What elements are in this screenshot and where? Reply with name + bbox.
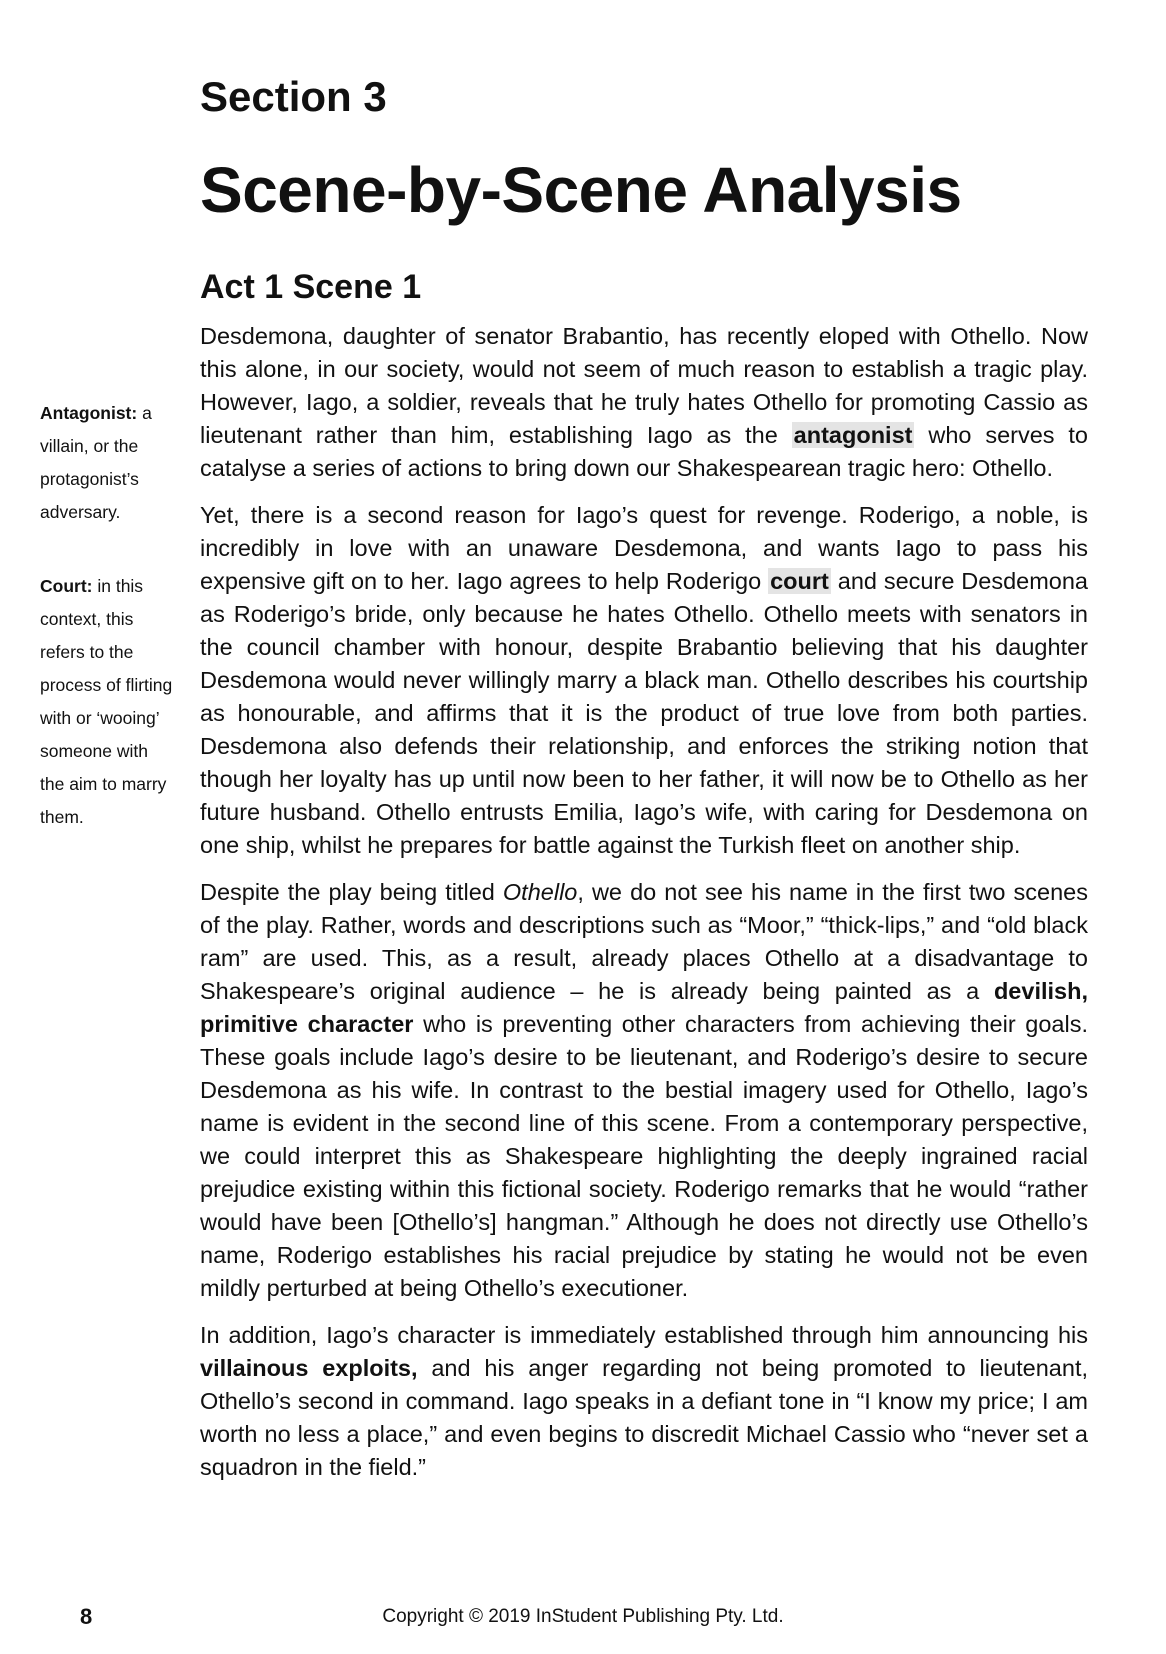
emphasis-text: devilish, primitive character [200, 978, 1088, 1037]
margin-note-court [40, 570, 175, 834]
emphasis-text: villainous exploits, [200, 1355, 418, 1381]
paragraph-1 [200, 320, 1088, 485]
copyright-notice: Copyright © 2019 InStudent Publishing Pty. Ltd. [382, 1606, 784, 1627]
text-run: and secure Desdemona as Roderigo’s bride, only because he hates Othello. Othello meets with senators in the council chamber with honour, despite Brabantio believing that his daughter Desdemona would never willingly marry a black man. Othello describes his courtship as honourable, and affirms that it is the product of true love from both parties. Desdemona also defends their relationship, and enforces the striking notion that though her loyalty has up until now been to her father, it will now be to Othello as her future husband. Othello entrusts Emilia, Iago’s wife, with caring for Desdemona on one ship, whilst he prepares for battle against the Turkish fleet on another ship. [200, 568, 1088, 858]
margin-note-definition: a villain, or the protagonist’s adversary. [40, 403, 152, 522]
margin-note-definition: in this context, this refers to the process of flirting with or ‘wooing’ someone with the aim to marry them. [40, 576, 173, 827]
text-run: In addition, Iago’s character is immediately established through him announcing his [200, 1322, 1088, 1348]
margin-note-antagonist [40, 397, 175, 529]
paragraph-2 [200, 499, 1088, 862]
text-run: Despite the play being titled [200, 879, 503, 905]
text-run: who serves to catalyse a series of actions to bring down our Shakespearean tragic hero: Othello. [200, 422, 1088, 481]
play-title: Othello [502, 879, 578, 905]
glossary-term-antagonist: antagonist [793, 422, 913, 448]
page-title: Scene-by-Scene Analysis [200, 154, 962, 226]
text-run: who is preventing other characters from achieving their goals. These goals include Iago’s desire to be lieutenant, and Roderigo’s desire to secure Desdemona as his wife. In contrast to the bestial imagery used for Othello, Iago’s name is evident in the second line of this scene. From a contemporary perspective, we could interpret this as Shakespeare highlighting the deeply ingrained racial prejudice existing within this fictional society. Roderigo remarks that he would “rather would have been [Othello’s] hangman.” Although he does not directly use Othello’s name, Roderigo establishes his racial prejudice by stating he would not be even mildly perturbed at being Othello’s executioner. [200, 1011, 1089, 1301]
body-text [200, 320, 1088, 1498]
scene-heading: Act 1 Scene 1 [200, 268, 422, 306]
glossary-term-court: court [770, 568, 829, 594]
text-run: and his anger regarding not being promoted to lieutenant, Othello’s second in command. Iago speaks in a defiant tone in “I know my price; I am worth no less a place,” and even begins to discredit Michael Cassio who “never set a squadron in the field.” [200, 1355, 1089, 1480]
paragraph-3 [200, 876, 1088, 1305]
section-label: Section 3 [200, 73, 387, 120]
paragraph-4 [200, 1319, 1088, 1484]
text-run: , we do not see his name in the first two scenes of the play. Rather, words and descriptions such as “Moor,” “thick-lips,” and “old black ram” are used. This, as a result, already places Othello at a disadvantage to Shakespeare’s original audience – he is already being painted as a [200, 879, 1088, 1004]
text-run: Yet, there is a second reason for Iago’s quest for revenge. Roderigo, a noble, is incredibly in love with an unaware Desdemona, and wants Iago to pass his expensive gift on to her. Iago agrees to help Roderigo [200, 502, 1088, 594]
margin-note-term: Court: [40, 576, 93, 596]
page-number: 8 [80, 1604, 93, 1629]
margin-note-term: Antagonist: [40, 403, 138, 423]
text-run: Desdemona, daughter of senator Brabantio, has recently eloped with Othello. Now this alone, in our society, would not seem of much reason to establish a tragic play. However, Iago, a soldier, reveals that he truly hates Othello for promoting Cassio as lieutenant rather than him, establishing Iago as the [200, 323, 1088, 448]
